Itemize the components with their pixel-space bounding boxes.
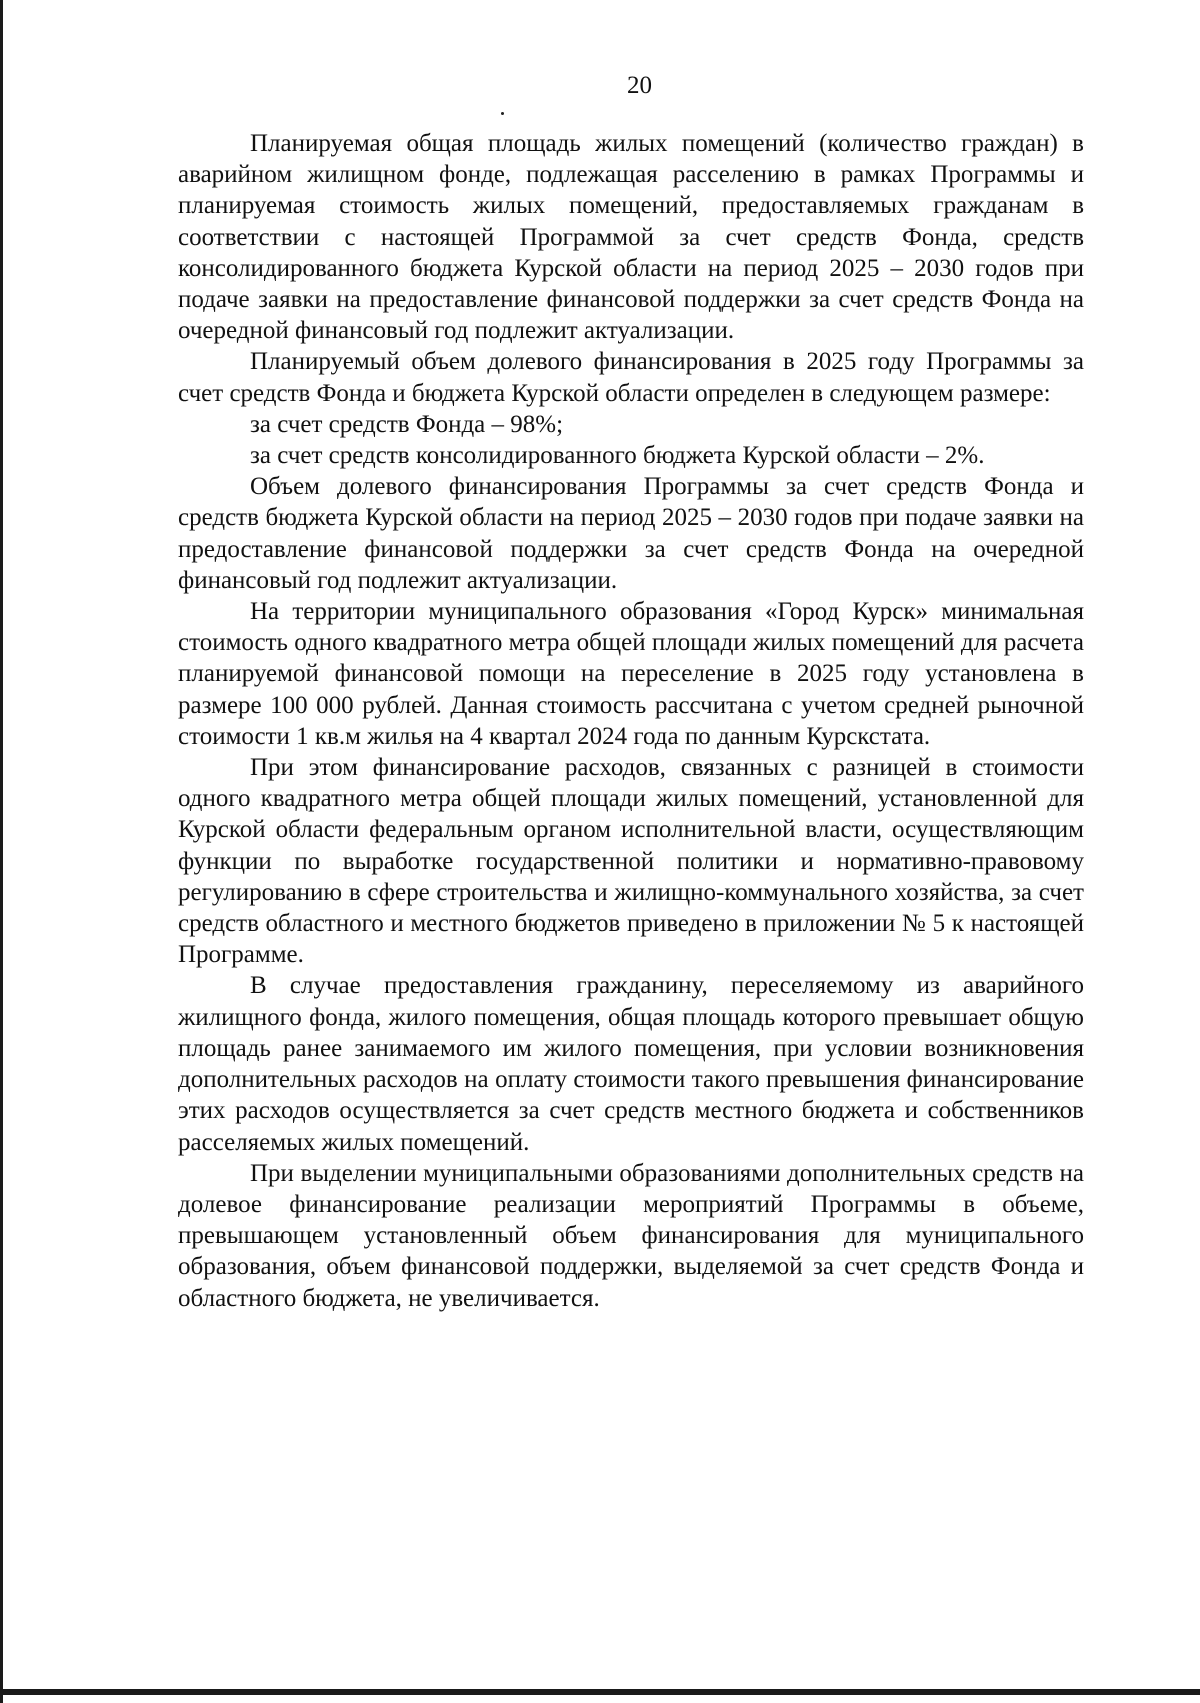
- paragraph-fund-share: за счет средств Фонда – 98%;: [250, 410, 564, 438]
- paragraph-cost-difference: При этом финансирование расходов, связанных с разницей в стоимости одного квадратного метра общей площади жилых помещений, установленной для Курской области федеральным органом исполнительной власти, осуществляющим функции по выработке государственной политики и нормативно-правовому регулированию в сфере строительства и жилищно-коммунального хозяйства, за счет средств областного и местного бюджетов приведено в приложении № 5 к настоящей Программе.: [178, 754, 1084, 969]
- paragraph-regional-share: за счет средств консолидированного бюджета Курской области – 2%.: [250, 442, 985, 470]
- scan-edge-left: [0, 0, 3, 1703]
- document-body: [178, 128, 1084, 1314]
- scan-edge-bottom: [0, 1689, 1200, 1695]
- scan-speck: [501, 112, 504, 115]
- page-number: 20: [627, 72, 652, 99]
- paragraph-planned-area: Планируемая общая площадь жилых помещений (количество граждан) в аварийном жилищном фонде, подлежащая расселению в рамках Программы и планируемая стоимость жилых помещений, предоставляемых гражданам в соответствии с настоящей Программой за счет средств Фонда, средств консолидированного бюджета Курской области на период 2025 – 2030 годов при подаче заявки на предоставление финансовой поддержки за счет средств Фонда на очередной финансовый год подлежит актуализации.: [178, 130, 1084, 345]
- paragraph-kursk-cost: На территории муниципального образования «Город Курск» минимальная стоимость одного квадратного метра общей площади жилых помещений для расчета планируемой финансовой помощи на переселение в 2025 году установлена в размере 100 000 рублей. Данная стоимость рассчитана с учетом средней рыночной стоимости 1 кв.м жилья на 4 квартал 2024 года по данным Курскстата.: [178, 598, 1084, 750]
- paragraph-financing-share: Планируемый объем долевого финансирования в 2025 году Программы за счет средств Фонда и бюджета Курской области определен в следующем размере:: [178, 348, 1084, 407]
- paragraph-excess-area: В случае предоставления гражданину, переселяемому из аварийного жилищного фонда, жилого помещения, общая площадь которого превышает общую площадь ранее занимаемого им жилого помещения, при условии возникновения дополнительных расходов на оплату стоимости такого превышения финансирование этих расходов осуществляется за счет средств местного бюджета и собственников расселяемых жилых помещений.: [178, 972, 1084, 1156]
- paragraph-additional-funds: При выделении муниципальными образованиями дополнительных средств на долевое финансирование реализации мероприятий Программы в объеме, превышающем установленный объем финансирования для муниципального образования, объем финансовой поддержки, выделяемой за счет средств Фонда и областного бюджета, не увеличивается.: [178, 1159, 1084, 1312]
- paragraph-financing-volume: Объем долевого финансирования Программы за счет средств Фонда и средств бюджета Курской области на период 2025 – 2030 годов при подаче заявки на предоставление финансовой поддержки за счет средств Фонда на очередной финансовый год подлежит актуализации.: [178, 473, 1084, 594]
